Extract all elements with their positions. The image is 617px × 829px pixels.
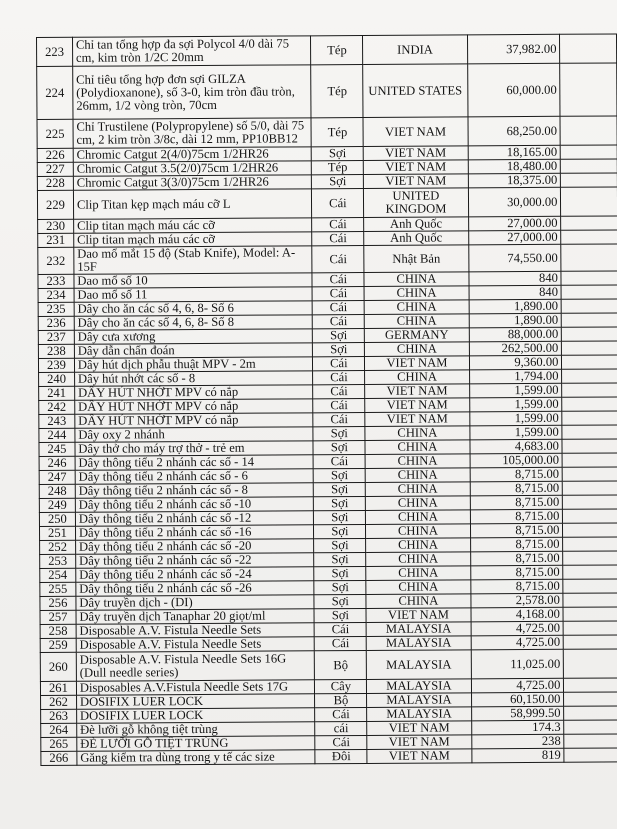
unit-price-cell: 840 <box>469 271 562 286</box>
origin-country-cell: CHINA <box>364 314 468 329</box>
unit-price-cell: 8,715.00 <box>470 523 563 538</box>
unit-cell: Cái <box>313 398 365 412</box>
unit-cell: Tép <box>311 118 363 147</box>
empty-cell <box>564 706 617 720</box>
table-row <box>38 244 617 275</box>
row-number-cell: 230 <box>38 219 74 233</box>
unit-cell: Cái <box>313 370 365 384</box>
row-number-cell: 233 <box>38 274 74 288</box>
empty-cell <box>563 481 617 495</box>
row-number-cell: 261 <box>40 681 76 695</box>
unit-cell: Sợi <box>313 328 365 342</box>
unit-price-cell: 37,982.00 <box>467 34 560 64</box>
unit-price-cell: 9,360.00 <box>469 355 562 370</box>
empty-cell <box>562 313 617 327</box>
row-number-cell: 245 <box>39 442 75 456</box>
row-number-cell: 265 <box>41 737 77 751</box>
item-name-cell: Chỉ Trustilene (Polypropylene) số 5/0, dài 75 cm, 2 kim tròn 3/8c, dài 12 mm, PP10BB12 <box>73 118 312 148</box>
row-number-cell: 249 <box>39 498 75 512</box>
item-name-cell: Dây thông tiểu 2 nhánh các số -22 <box>76 553 315 568</box>
row-number-cell: 258 <box>40 624 76 638</box>
item-name-cell: Dao mổ số 11 <box>74 287 313 302</box>
unit-price-cell: 840 <box>469 285 562 300</box>
empty-cell <box>563 523 617 537</box>
origin-country-cell: MALAYSIA <box>367 707 471 722</box>
unit-price-cell: 8,715.00 <box>470 509 563 524</box>
empty-cell <box>562 425 617 439</box>
unit-cell: Sợi <box>314 468 366 482</box>
item-name-cell: Dao mổ mắt 15 độ (Stab Knife), Model: A-15F <box>74 246 313 274</box>
item-name-cell: Dây thông tiểu 2 nhánh các số - 14 <box>75 455 314 470</box>
unit-cell: cái <box>315 721 367 735</box>
empty-cell <box>563 551 617 565</box>
unit-cell: Sợi <box>313 426 365 440</box>
table-row <box>40 649 617 682</box>
row-number-cell: 225 <box>37 119 73 148</box>
row-number-cell: 250 <box>39 512 75 526</box>
origin-country-cell: CHINA <box>366 552 470 567</box>
empty-cell <box>561 173 617 187</box>
table-row <box>37 63 617 120</box>
row-number-cell: 257 <box>40 610 76 624</box>
row-number-cell: 239 <box>38 358 74 372</box>
empty-cell <box>563 509 617 523</box>
origin-country-cell: VIET NAM <box>366 608 470 623</box>
empty-cell <box>563 495 617 509</box>
unit-cell: Cây <box>315 679 367 693</box>
unit-cell: Tép <box>312 161 364 175</box>
origin-country-cell: Anh Quốc <box>364 231 468 246</box>
row-number-cell: 236 <box>38 316 74 330</box>
unit-cell: Cái <box>315 707 367 721</box>
unit-price-cell: 18,165.00 <box>468 145 561 160</box>
origin-country-cell: CHINA <box>366 566 470 581</box>
unit-cell: Sợi <box>313 440 365 454</box>
origin-country-cell: CHINA <box>365 454 469 469</box>
empty-cell <box>561 285 617 299</box>
item-name-cell: DOSIFIX LUER LOCK <box>76 694 315 709</box>
unit-price-cell: 819 <box>471 748 564 763</box>
origin-country-cell: VIET NAM <box>367 735 471 750</box>
item-name-cell: DÂY HÚT NHỚT MPV có nắp <box>75 413 314 428</box>
row-number-cell: 262 <box>41 695 77 709</box>
item-name-cell: Disposable A.V. Fistula Needle Sets 16G (Dull needle series) <box>76 651 315 681</box>
item-name-cell: ĐÈ LƯỠI GỖ TIỆT TRÙNG <box>77 736 316 751</box>
row-number-cell: 248 <box>39 484 75 498</box>
row-number-cell: 264 <box>41 723 77 737</box>
unit-price-cell: 1,890.00 <box>469 299 562 314</box>
empty-cell <box>562 439 617 453</box>
item-name-cell: Disposables A.V.Fistula Needle Sets 17G <box>76 680 315 695</box>
row-number-cell: 263 <box>41 709 77 723</box>
empty-cell <box>561 271 617 285</box>
origin-country-cell: VIET NAM <box>364 160 468 175</box>
unit-cell: Sợi <box>314 608 366 622</box>
row-number-cell: 246 <box>39 456 75 470</box>
unit-cell: Cái <box>313 314 365 328</box>
empty-cell <box>562 411 617 425</box>
item-name-cell: Găng kiểm tra dùng trong y tế các size <box>77 750 316 765</box>
origin-country-cell: CHINA <box>365 468 469 483</box>
item-name-cell: Clip Titan kẹp mạch máu cỡ L <box>73 189 312 219</box>
item-name-cell: Dây thông tiểu 2 nhánh các số - 6 <box>75 469 314 484</box>
item-name-cell: Chromic Catgut 3(3/0)75cm 1/2HR26 <box>73 175 312 190</box>
row-number-cell: 253 <box>40 554 76 568</box>
unit-cell: Sợi <box>314 482 366 496</box>
unit-price-cell: 4,725.00 <box>471 621 564 636</box>
unit-cell: Cái <box>315 636 367 650</box>
unit-price-cell: 8,715.00 <box>470 467 563 482</box>
unit-price-cell: 1,890.00 <box>469 313 562 328</box>
row-number-cell: 252 <box>40 540 76 554</box>
unit-price-cell: 4,725.00 <box>471 678 564 693</box>
item-name-cell: Chromic Catgut 2(4/0)75cm 1/2HR26 <box>73 147 312 162</box>
unit-price-cell: 8,715.00 <box>470 579 563 594</box>
item-name-cell: Chỉ tan tổng hợp đa sợi Polycol 4/0 dài 75 cm, kim tròn 1/2C 20mm <box>72 36 311 66</box>
origin-country-cell: CHINA <box>364 272 468 287</box>
unit-cell: Sợi <box>314 594 366 608</box>
row-number-cell: 242 <box>39 400 75 414</box>
row-number-cell: 255 <box>40 582 76 596</box>
empty-cell <box>564 720 617 734</box>
origin-country-cell: CHINA <box>366 538 470 553</box>
origin-country-cell: CHINA <box>364 300 468 315</box>
unit-cell: Sợi <box>313 342 365 356</box>
item-name-cell: Dây thông tiểu 2 nhánh các số -16 <box>75 525 314 540</box>
origin-country-cell: VIET NAM <box>367 749 471 764</box>
unit-cell: Bộ <box>315 693 367 707</box>
unit-price-cell: 74,550.00 <box>468 244 561 272</box>
origin-country-cell: CHINA <box>365 342 469 357</box>
origin-country-cell: Anh Quốc <box>364 217 468 232</box>
unit-price-cell: 8,715.00 <box>470 551 563 566</box>
unit-cell: Cái <box>313 412 365 426</box>
row-number-cell: 260 <box>40 652 76 681</box>
row-number-cell: 224 <box>37 66 73 119</box>
empty-cell <box>563 579 617 593</box>
unit-cell: Cái <box>313 300 365 314</box>
unit-price-cell: 1,599.00 <box>469 411 562 426</box>
unit-cell: Sợi <box>314 524 366 538</box>
item-name-cell: Chỉ tiêu tổng hợp đơn sợi GILZA (Polydioxanone), số 3-0, kim tròn đầu tròn, 26mm, 1/2 vòng tròn, 70cm <box>73 65 312 119</box>
item-name-cell: DÂY HÚT NHỚT MPV có nắp <box>75 385 314 400</box>
row-number-cell: 259 <box>40 638 76 652</box>
unit-price-cell: 8,715.00 <box>470 565 563 580</box>
empty-cell <box>560 34 617 63</box>
unit-price-cell: 30,000.00 <box>468 187 561 217</box>
origin-country-cell: MALAYSIA <box>367 693 471 708</box>
empty-cell <box>561 145 617 159</box>
unit-cell: Sợi <box>314 538 366 552</box>
unit-price-cell: 68,250.00 <box>468 116 561 146</box>
empty-cell <box>564 692 617 706</box>
origin-country-cell: MALAYSIA <box>366 636 470 651</box>
item-name-cell: Dây oxy 2 nhánh <box>75 427 314 442</box>
origin-country-cell: VIET NAM <box>365 398 469 413</box>
unit-price-cell: 1,599.00 <box>469 383 562 398</box>
item-name-cell: Chromic Catgut 3.5(2/0)75cm 1/2HR26 <box>73 161 312 176</box>
unit-price-cell: 60,150.00 <box>471 692 564 707</box>
empty-cell <box>564 635 617 649</box>
unit-cell: Cái <box>315 622 367 636</box>
empty-cell <box>561 230 617 244</box>
row-number-cell: 229 <box>37 190 73 219</box>
row-number-cell: 241 <box>39 386 75 400</box>
empty-cell <box>564 678 617 692</box>
item-name-cell: Clip titan mạch máu các cỡ <box>74 218 313 233</box>
empty-cell <box>562 453 617 467</box>
empty-cell <box>562 397 617 411</box>
empty-cell <box>563 607 617 621</box>
table-row <box>37 187 617 220</box>
unit-cell: Cái <box>312 286 364 300</box>
unit-cell: Cái <box>312 272 364 286</box>
unit-price-cell: 105,000.00 <box>470 453 563 468</box>
origin-country-cell: CHINA <box>364 286 468 301</box>
empty-cell <box>562 369 617 383</box>
item-name-cell: Dây hút dịch phẫu thuật MPV - 2m <box>74 357 313 372</box>
unit-price-cell: 1,794.00 <box>469 369 562 384</box>
unit-cell: Cái <box>313 356 365 370</box>
row-number-cell: 266 <box>41 751 77 765</box>
unit-cell: Sợi <box>312 147 364 161</box>
origin-country-cell: VIET NAM <box>367 721 471 736</box>
row-number-cell: 232 <box>38 247 74 274</box>
empty-cell <box>564 734 617 748</box>
unit-price-cell: 60,000.00 <box>467 63 560 117</box>
unit-cell: Sợi <box>314 552 366 566</box>
empty-cell <box>563 467 617 481</box>
item-name-cell: Dao mổ số 10 <box>74 273 313 288</box>
item-name-cell: Dây thông tiểu 2 nhánh các số -26 <box>76 581 315 596</box>
item-name-cell: Dây cho ăn các số 4, 6, 8- Số 8 <box>74 315 313 330</box>
origin-country-cell: GERMANY <box>365 328 469 343</box>
empty-cell <box>562 327 617 341</box>
item-name-cell: Dây truyền dịch Tanaphar 20 giọt/ml <box>76 609 315 624</box>
empty-cell <box>560 116 617 145</box>
empty-cell <box>564 748 617 762</box>
unit-price-cell: 27,000.00 <box>468 230 561 245</box>
item-name-cell: Disposable A.V. Fistula Needle Sets <box>76 637 315 652</box>
item-name-cell: Dây truyền dịch - (DI) <box>76 595 315 610</box>
origin-country-cell: VIET NAM <box>365 356 469 371</box>
item-name-cell: Dây thông tiểu 2 nhánh các số - 8 <box>75 483 314 498</box>
unit-price-cell: 4,683.00 <box>470 439 563 454</box>
row-number-cell: 234 <box>38 288 74 302</box>
row-number-cell: 254 <box>40 568 76 582</box>
unit-cell: Cái <box>312 218 364 232</box>
unit-price-cell: 58,999.50 <box>471 706 564 721</box>
unit-cell: Sợi <box>314 580 366 594</box>
unit-cell: Bộ <box>315 650 367 679</box>
unit-cell: Sợi <box>314 496 366 510</box>
unit-price-cell: 2,578.00 <box>470 593 563 608</box>
table-row <box>37 34 617 67</box>
empty-cell <box>563 565 617 579</box>
unit-cell: Sợi <box>312 175 364 189</box>
empty-cell <box>563 537 617 551</box>
empty-cell <box>563 593 617 607</box>
empty-cell <box>562 341 617 355</box>
empty-cell <box>562 299 617 313</box>
item-name-cell: Dây thông tiểu 2 nhánh các số -10 <box>75 497 314 512</box>
origin-country-cell: CHINA <box>366 510 470 525</box>
empty-cell <box>563 621 617 635</box>
row-number-cell: 238 <box>38 344 74 358</box>
empty-cell <box>561 244 617 271</box>
row-number-cell: 247 <box>39 470 75 484</box>
price-table <box>36 33 617 766</box>
item-name-cell: Dây thông tiểu 2 nhánh các số -24 <box>76 567 315 582</box>
row-number-cell: 231 <box>38 233 74 247</box>
origin-country-cell: CHINA <box>366 594 470 609</box>
unit-price-cell: 18,375.00 <box>468 173 561 188</box>
row-number-cell: 240 <box>39 372 75 386</box>
origin-country-cell: CHINA <box>365 440 469 455</box>
unit-price-cell: 262,500.00 <box>469 341 562 356</box>
item-name-cell: Dây cho ăn các số 4, 6, 8- Số 6 <box>74 301 313 316</box>
item-name-cell: Đè lưỡi gỗ không tiệt trùng <box>77 722 316 737</box>
table-row <box>41 748 617 766</box>
origin-country-cell: MALAYSIA <box>367 650 471 680</box>
unit-price-cell: 18,480.00 <box>468 159 561 174</box>
unit-cell: Đôi <box>315 749 367 763</box>
row-number-cell: 244 <box>39 428 75 442</box>
row-number-cell: 251 <box>39 526 75 540</box>
origin-country-cell: MALAYSIA <box>366 622 470 637</box>
empty-cell <box>561 216 617 230</box>
origin-country-cell: CHINA <box>366 524 470 539</box>
table-row <box>37 116 617 149</box>
origin-country-cell: CHINA <box>366 580 470 595</box>
unit-price-cell: 88,000.00 <box>469 327 562 342</box>
origin-country-cell: VIET NAM <box>363 117 467 147</box>
unit-cell: Sợi <box>314 566 366 580</box>
row-number-cell: 243 <box>39 414 75 428</box>
item-name-cell: DÂY HÚT NHỚT MPV có nắp <box>75 399 314 414</box>
row-number-cell: 235 <box>38 302 74 316</box>
unit-price-cell: 27,000.00 <box>468 216 561 231</box>
row-number-cell: 226 <box>37 148 73 162</box>
origin-country-cell: CHINA <box>366 482 470 497</box>
origin-country-cell: CHINA <box>365 370 469 385</box>
origin-country-cell: VIET NAM <box>365 412 469 427</box>
unit-price-cell: 8,715.00 <box>470 537 563 552</box>
item-name-cell: Dây hút nhớt các số - 8 <box>74 371 313 386</box>
item-name-cell: Dây cưa xương <box>74 329 313 344</box>
unit-price-cell: 1,599.00 <box>469 425 562 440</box>
origin-country-cell: VIET NAM <box>364 174 468 189</box>
row-number-cell: 227 <box>37 162 73 176</box>
empty-cell <box>562 355 617 369</box>
item-name-cell: Clip titan mạch máu các cỡ <box>74 232 313 247</box>
item-name-cell: Disposable A.V. Fistula Needle Sets <box>76 623 315 638</box>
unit-cell: Cái <box>315 735 367 749</box>
row-number-cell: 256 <box>40 596 76 610</box>
item-name-cell: Dây thông tiểu 2 nhánh các số -12 <box>75 511 314 526</box>
unit-price-cell: 8,715.00 <box>470 495 563 510</box>
item-name-cell: Dây thông tiểu 2 nhánh các số -20 <box>75 539 314 554</box>
row-number-cell: 237 <box>38 330 74 344</box>
empty-cell <box>564 649 617 678</box>
unit-price-cell: 11,025.00 <box>471 649 564 679</box>
origin-country-cell: UNITED KINGDOM <box>364 188 468 218</box>
unit-price-cell: 4,168.00 <box>471 607 564 622</box>
unit-cell: Cái <box>314 454 366 468</box>
origin-country-cell: VIET NAM <box>365 384 469 399</box>
unit-cell: Tép <box>311 65 363 118</box>
item-name-cell: DOSIFIX LUER LOCK <box>76 708 315 723</box>
unit-cell: Cái <box>313 384 365 398</box>
unit-cell: Cái <box>312 245 364 272</box>
unit-price-cell: 8,715.00 <box>470 481 563 496</box>
origin-country-cell: CHINA <box>366 496 470 511</box>
row-number-cell: 223 <box>37 37 73 66</box>
origin-country-cell: MALAYSIA <box>367 679 471 694</box>
item-name-cell: Dây thở cho máy trợ thở - trẻ em <box>75 441 314 456</box>
origin-country-cell: Nhật Bản <box>364 245 468 273</box>
origin-country-cell: CHINA <box>365 426 469 441</box>
unit-cell: Cái <box>312 189 364 218</box>
price-table-body <box>37 34 617 766</box>
empty-cell <box>560 63 617 116</box>
unit-price-cell: 4,725.00 <box>471 635 564 650</box>
origin-country-cell: VIET NAM <box>363 146 467 161</box>
unit-cell: Tép <box>311 36 363 65</box>
row-number-cell: 228 <box>37 176 73 190</box>
origin-country-cell: INDIA <box>363 35 467 65</box>
unit-price-cell: 238 <box>471 734 564 749</box>
empty-cell <box>561 159 617 173</box>
unit-price-cell: 174.3 <box>471 720 564 735</box>
origin-country-cell: UNITED STATES <box>363 64 468 118</box>
unit-cell: Sợi <box>314 510 366 524</box>
item-name-cell: Dây dẫn chẩn đoán <box>74 343 313 358</box>
empty-cell <box>561 187 617 216</box>
unit-price-cell: 1,599.00 <box>469 397 562 412</box>
empty-cell <box>562 383 617 397</box>
unit-cell: Cái <box>312 232 364 246</box>
